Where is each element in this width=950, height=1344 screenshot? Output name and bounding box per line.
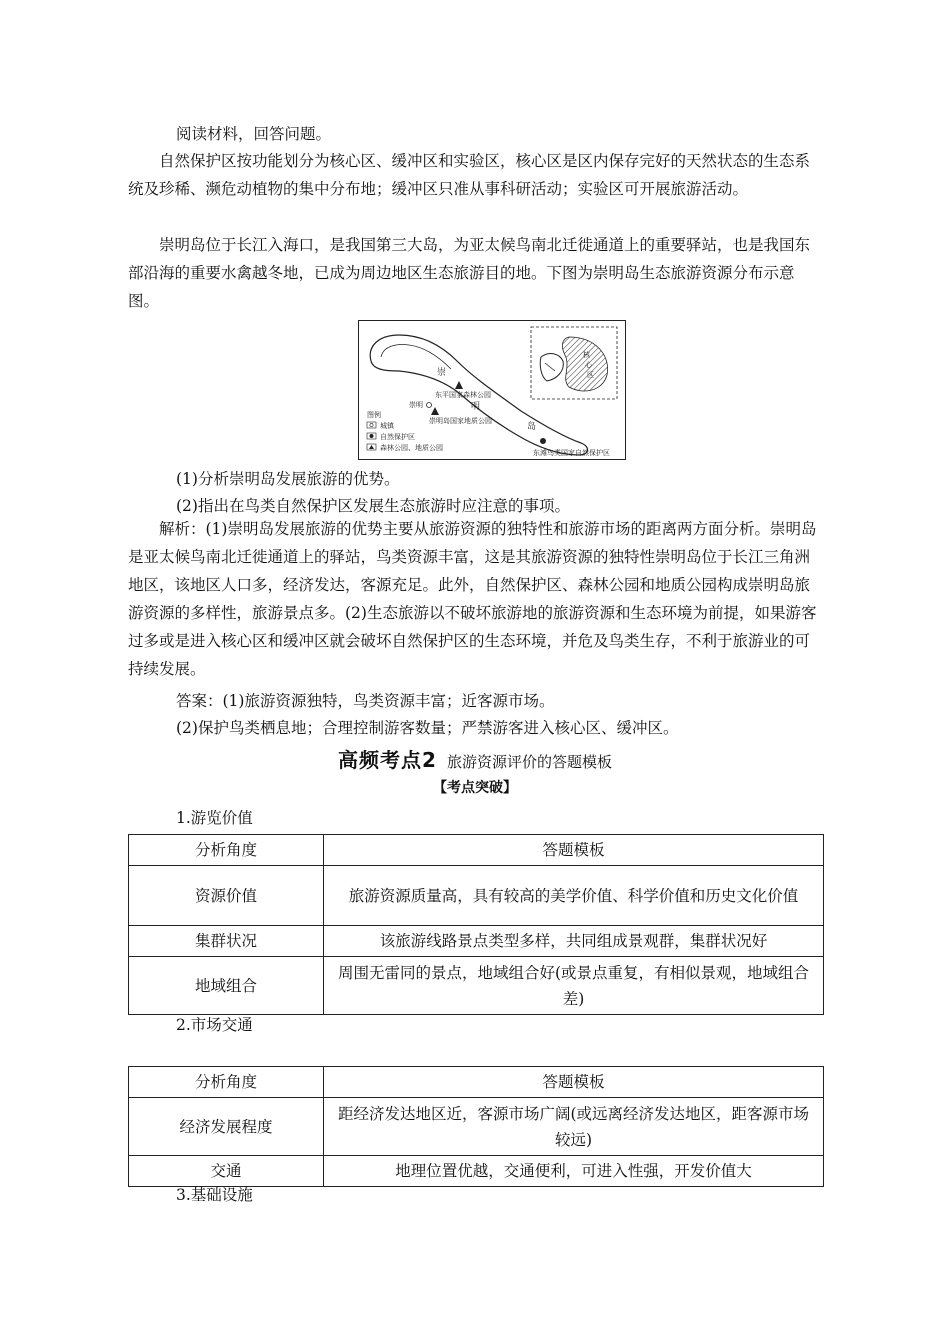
island-char-1: 崇	[437, 368, 447, 378]
section-3-title: 3.基础设施	[176, 1186, 253, 1204]
section-1-title: 1.游览价值	[176, 809, 253, 827]
table-cell: 距经济发达地区近，客源市场广阔(或远离经济发达地区，距客源市场较远)	[324, 1098, 824, 1156]
legend-town-label: 城镇	[380, 422, 394, 430]
town-marker-icon	[427, 403, 432, 408]
table-cell: 资源价值	[129, 866, 324, 926]
question-2: (2)指出在鸟类自然保护区发展生态旅游时应注意的事项。	[176, 497, 570, 515]
table-viewing-value	[128, 834, 824, 1015]
table-header-cell: 答题模板	[324, 1067, 824, 1098]
table-market-transport	[128, 1066, 824, 1187]
table-header-cell: 分析角度	[129, 1067, 324, 1098]
paragraph-reserve-zones: 自然保护区按功能划分为核心区、缓冲区和实验区，核心区是区内保存完好的天然状态的生态系统及珍稀、濒危动植物的集中分布地；缓冲区只准从事科研活动；实验区可开展旅游活动。	[128, 152, 811, 198]
table-cell: 旅游资源质量高，具有较高的美学价值、科学价值和历史文化价值	[324, 866, 824, 926]
analysis-paragraph: 解析：(1)崇明岛发展旅游的优势主要从旅游资源的独特性和旅游市场的距离两方面分析。崇明岛是亚太候鸟南北迁徙通道上的驿站，鸟类资源丰富，这是其旅游资源的独特性崇明岛位于长江三角洲地区，该地区人口多，经济发达，客源充足。此外，自然保护区、森林公园和地质公园构成崇明岛旅游资源的多样性，旅游景点多。(2)生态旅游以不破坏旅游地的旅游资源和生态环境为前提，如果游客过多或是进入核心区和缓冲区就会破坏自然保护区的生态环境，并危及鸟类生存，不利于旅游业的可持续发展。	[128, 520, 817, 678]
chongming-map-figure	[358, 320, 626, 460]
heading-sub: 旅游资源评价的答题模板	[446, 753, 612, 771]
table-row	[129, 1156, 824, 1187]
table-cell: 该旅游线路景点类型多样，共同组成景观群，集群状况好	[324, 926, 824, 957]
table-row	[129, 926, 824, 957]
inset-label-1: 核	[583, 351, 590, 359]
table-header-cell: 分析角度	[129, 835, 324, 866]
table-cell: 地域组合	[129, 957, 324, 1015]
town-label: 崇明	[409, 401, 423, 409]
table-cell: 集群状况	[129, 926, 324, 957]
table-header-cell: 答题模板	[324, 835, 824, 866]
legend-title: 图例	[367, 411, 381, 419]
geo-park-marker-icon	[431, 407, 439, 415]
table-row	[129, 866, 824, 926]
subheading: 【考点突破】	[433, 780, 517, 796]
intro-text: 阅读材料，回答问题。	[176, 125, 332, 143]
reserve-marker-icon	[540, 438, 546, 444]
answer-2: (2)保护鸟类栖息地；合理控制游客数量；严禁游客进入核心区、缓冲区。	[176, 719, 679, 737]
table-cell: 地理位置优越，交通便利，可进入性强，开发价值大	[324, 1156, 824, 1187]
inset-label-3: 区	[587, 371, 594, 379]
island-char-3: 岛	[527, 422, 537, 432]
table-header-row	[129, 835, 824, 866]
question-1: (1)分析崇明岛发展旅游的优势。	[176, 470, 400, 488]
section-heading	[0, 744, 950, 773]
heading-main: 高频考点2	[338, 748, 437, 772]
reserve-label: 东滩鸟类国家自然保护区	[533, 449, 610, 457]
table-cell: 交通	[129, 1156, 324, 1187]
legend-park-label: 森林公园、地质公园	[380, 444, 443, 452]
table-row	[129, 957, 824, 1015]
paragraph-chongming: 崇明岛位于长江入海口，是我国第三大岛，为亚太候鸟南北迁徙通道上的重要驿站，也是我国东部沿海的重要水禽越冬地，已成为周边地区生态旅游目的地。下图为崇明岛生态旅游资源分布示意图。	[128, 236, 811, 310]
forest-park-marker-icon	[455, 381, 463, 389]
table-cell: 周围无雷同的景点，地域组合好(或景点重复，有相似景观，地域组合差)	[324, 957, 824, 1015]
island-char-2: 明	[471, 402, 481, 412]
geo-park-label: 崇明岛国家地质公园	[429, 417, 492, 425]
legend-town-icon	[367, 422, 376, 428]
inset-label-2: 心	[585, 361, 592, 369]
legend-reserve-label: 自然保护区	[380, 433, 415, 441]
table-cell: 经济发展程度	[129, 1098, 324, 1156]
table-row	[129, 1098, 824, 1156]
island-map	[359, 321, 625, 459]
forest-park-label: 东平国家森林公园	[435, 391, 491, 399]
table-header-row	[129, 1067, 824, 1098]
answer-1: 答案：(1)旅游资源独特，鸟类资源丰富；近客源市场。	[176, 692, 555, 710]
section-2-title: 2.市场交通	[176, 1016, 253, 1034]
